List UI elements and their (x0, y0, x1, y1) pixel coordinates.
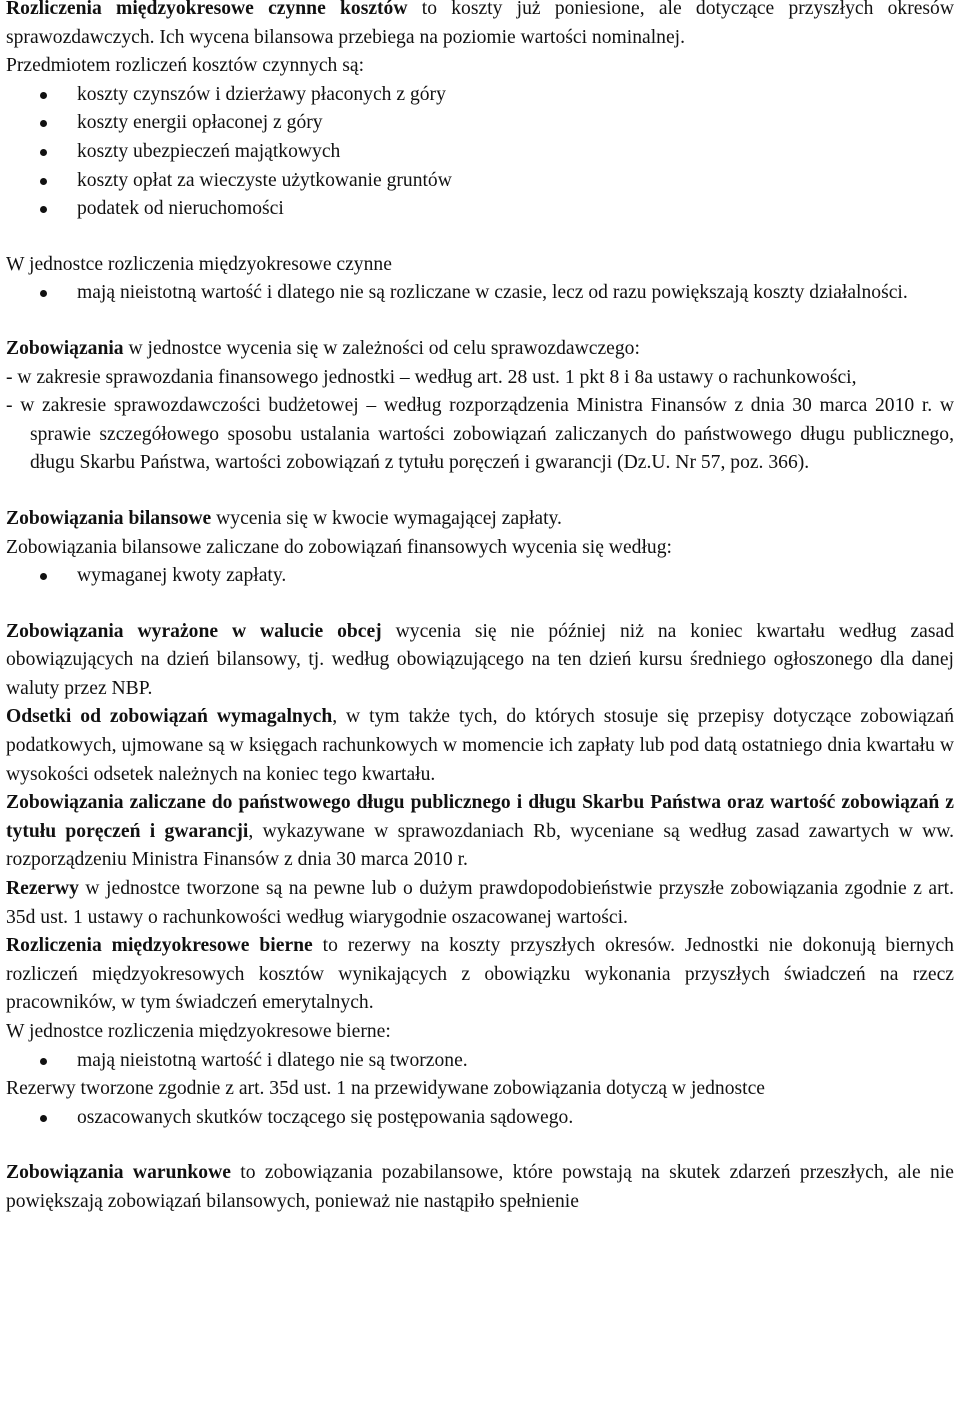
paragraph-text: to koszty już poniesione, ale dotyczące przyszłych okresów sprawozdawczych. Ich wycena bilansowa przebiega na poziomie wartości nominalnej. (6, 0, 954, 48)
paragraph-text: to rezerwy na koszty przyszłych okresów. Jednostki nie dokonują biernych rozliczeń międzyokresowych kosztów wynikających z obowiązku wykonania przyszłych świadczeń na rzecz pracowników, w tym świadczeń emerytalnych. (6, 935, 954, 1014)
paragraph-text: to zobowiązania pozabilansowe, które powstają na skutek zdarzeń przeszłych, ale nie powiększają zobowiązań bilansowych, ponieważ nie nastąpiło spełnienie (6, 1162, 954, 1212)
paragraph-rozliczenia-bierne (6, 932, 954, 1018)
paragraph-waluta-obca (6, 618, 954, 704)
list-item: oszacowanych skutków toczącego się postępowania sądowego. (6, 1104, 954, 1133)
list-item: wymaganej kwoty zapłaty. (6, 562, 954, 591)
list-item: koszty energii opłaconej z góry (6, 109, 954, 138)
paragraph-w-jednostce-bierne: W jednostce rozliczenia międzyokresowe bierne: (6, 1021, 391, 1042)
paragraph-zobowiazania-bilansowe (6, 505, 954, 534)
term-odsetki: Odsetki od zobowiązań wymagalnych (6, 706, 333, 728)
paragraph-text: w jednostce wycenia się w zależności od celu sprawozdawczego: (123, 337, 640, 359)
paragraph-sprawozdanie-finansowe: - w zakresie sprawozdania finansowego jednostki – według art. 28 ust. 1 pkt 8 i 8a ustawy o rachunkowości, (6, 366, 857, 388)
term-zobowiazania: Zobowiązania (6, 337, 124, 359)
list-item: podatek od nieruchomości (6, 195, 954, 224)
list-item: koszty czynszów i dzierżawy płaconych z góry (6, 81, 954, 110)
paragraph-odsetki (6, 703, 954, 789)
paragraph-text: , w tym także tych, do których stosuje się przepisy dotyczące zobowiązań podatkowych, ujmowane są w księgach rachunkowych w momencie ich zapłaty lub pod datą ostatniego dnia kwartału w wysokości odsetek należnych na koniec tego kwartału. (6, 706, 955, 785)
term-zobowiazania-warunkowe: Zobowiązania warunkowe (6, 1162, 231, 1184)
list-item: koszty opłat za wieczyste użytkowanie gruntów (6, 167, 954, 196)
paragraph-zobowiazania-finansowe: Zobowiązania bilansowe zaliczane do zobowiązań finansowych wycenia się według: (6, 536, 672, 558)
paragraph-dlug-publiczny (6, 789, 954, 875)
paragraph-text: wycenia się nie później niż na koniec kwartału według zasad obowiązujących na dzień bilansowy, tj. według obowiązującego na ten dzień kursu średniego ogłoszonego dla danej waluty przez NBP. (6, 620, 954, 699)
term-rozliczenia-bierne: Rozliczenia międzyokresowe bierne (6, 935, 313, 957)
paragraph-rezerwy (6, 875, 954, 932)
paragraph-sprawozdawczosc-budzetowa: - w zakresie sprawozdawczości budżetowej – według rozporządzenia Ministra Finansów z dnia 30 marca 2010 r. w sprawie szczegółowego sposobu ustalania wartości zobowiązań zaliczanych do państwowego długu publicznego, długu Skarbu Państwa, wartości zobowiązań z tytułu poręczeń i gwarancji (Dz.U. Nr 57, poz. 366). (6, 395, 954, 474)
paragraph-rozliczenia-czynne (6, 0, 954, 52)
paragraph-rezerwy-tworzone: Rezerwy tworzone zgodnie z art. 35d ust. 1 na przewidywane zobowiązania dotyczą w jednostce (6, 1078, 765, 1100)
paragraph-text: , wykazywane w sprawozdaniach Rb, wyceniane są według zasad zawartych w ww. rozporządzeniu Ministra Finansów z dnia 30 marca 2010 r. (6, 820, 954, 871)
term-zobowiazania-bilansowe: Zobowiązania bilansowe (6, 507, 212, 529)
paragraph-text: wycenia się w kwocie wymagającej zapłaty. (211, 507, 562, 529)
bullet-list-koszty (6, 81, 954, 224)
paragraph-text: w jednostce tworzone są na pewne lub o dużym prawdopodobieństwie przyszłe zobowiązania zgodnie z art. 35d ust. 1 ustawy o rachunkowości według wiarygodnie oszacowanej wartości. (6, 878, 954, 928)
bullet-list-czynne (6, 279, 954, 308)
bullet-list-rezerwy (6, 1104, 954, 1133)
paragraph-zobowiazania (6, 335, 954, 364)
term-rezerwy: Rezerwy (6, 878, 79, 900)
list-item: mają nieistotną wartość i dlatego nie są tworzone. (6, 1047, 954, 1076)
list-item: koszty ubezpieczeń majątkowych (6, 138, 954, 167)
paragraph-zobowiazania-warunkowe (6, 1159, 954, 1216)
term-waluta-obca: Zobowiązania wyrażone w walucie obcej (6, 620, 382, 642)
term-rozliczenia-czynne: Rozliczenia międzyokresowe czynne kosztów (6, 0, 408, 19)
bullet-list-wycena (6, 562, 954, 591)
list-item: mają nieistotną wartość i dlatego nie są rozliczane w czasie, lecz od razu powiększają koszty działalności. (6, 279, 954, 308)
bullet-list-bierne (6, 1047, 954, 1076)
paragraph-w-jednostce-czynne: W jednostce rozliczenia międzyokresowe czynne (6, 253, 392, 275)
term-dlug-publiczny: Zobowiązania zaliczane do państwowego długu publicznego i długu Skarbu Państwa oraz wartość zobowiązań z tytułu poręczeń i gwarancji (6, 792, 954, 842)
paragraph-przedmiotem: Przedmiotem rozliczeń kosztów czynnych są: (6, 55, 365, 77)
